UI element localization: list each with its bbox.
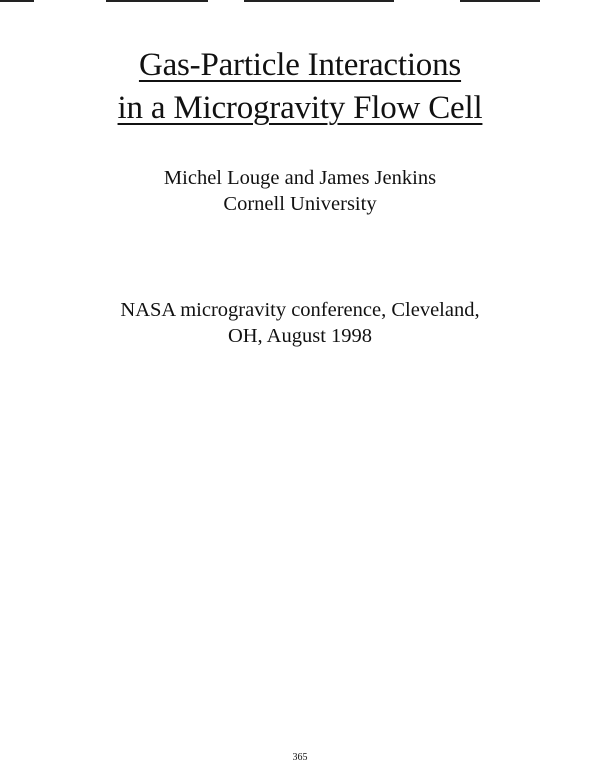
title-line-2: in a Microgravity Flow Cell (117, 90, 483, 126)
top-edge-rule (460, 0, 540, 2)
top-edge-rule (244, 0, 394, 2)
title-line-1: Gas-Particle Interactions (138, 47, 462, 83)
author-affiliation: Cornell University (223, 193, 377, 215)
page-number: 365 (292, 752, 308, 763)
top-edge-rule (106, 0, 208, 2)
conference-block (0, 297, 600, 349)
conference-line-2: OH, August 1998 (227, 325, 373, 347)
title-block (0, 44, 600, 130)
conference-line-1: NASA microgravity conference, Cleveland, (120, 299, 480, 321)
author-block (0, 165, 600, 217)
top-edge-rule (0, 0, 34, 2)
author-names: Michel Louge and James Jenkins (163, 167, 437, 189)
